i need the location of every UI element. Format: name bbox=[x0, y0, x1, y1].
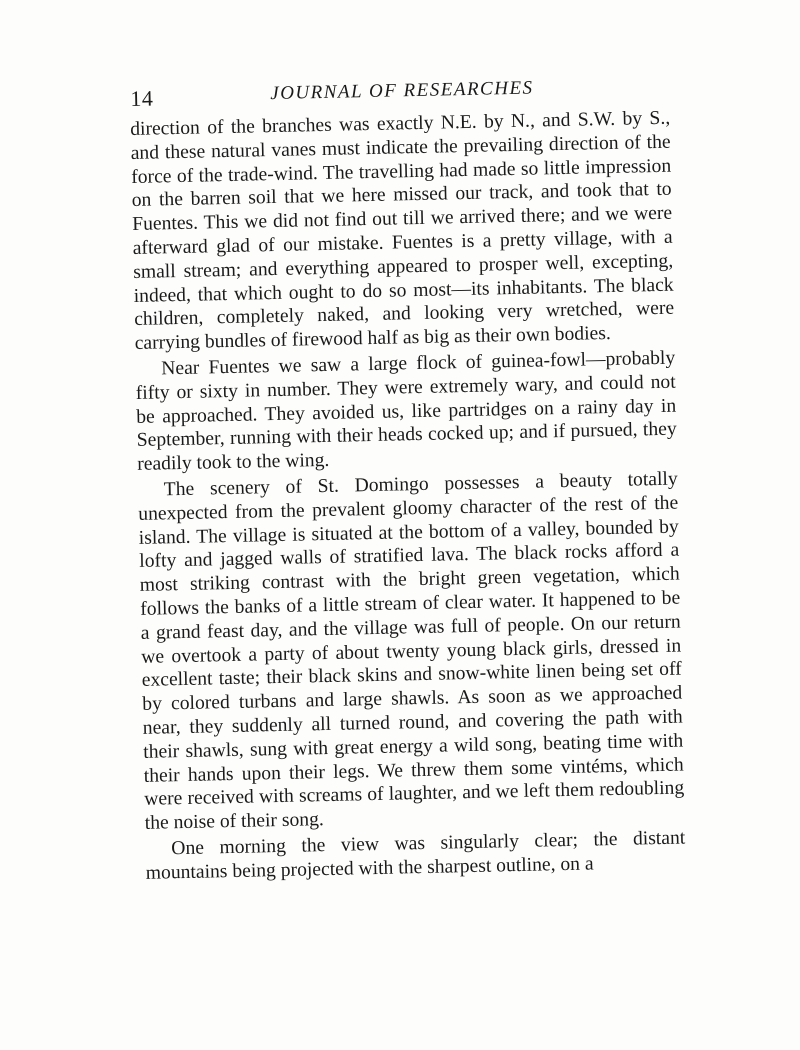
running-head bbox=[130, 71, 671, 112]
text-body bbox=[130, 107, 686, 886]
paragraph-clear-morning: One morning the view was singularly clear; the distant mountains being projected with the sharpest outline, on a bbox=[145, 827, 686, 884]
running-title: JOURNAL OF RESEARCHES bbox=[270, 77, 534, 105]
paragraph-continued: direction of the branches was exactly N.E. by N., and S.W. by S., and these natural vanes must indicate the prevailing direction of the force of the trade-wind. The travelling had made so little impression on the barren soil that we here missed our track, and took that to Fuentes. This we did not find out till we arrived there; and we were afterward glad of our mistake. Fuentes is a pretty village, with a small stream; and everything appeared to prosper well, excepting, indeed, that which ought to do so most—its inhabitants. The black children, completely naked, and looking very wretched, were carrying bundles of firewood half as big as their own bodies. bbox=[130, 107, 675, 355]
paragraph-guinea-fowl: Near Fuentes we saw a large flock of guinea-fowl—probably fifty or sixty in number. They were extremely wary, and could not be approached. They avoided us, like partridges on a rainy day in September, running with their heads cocked up; and if pursued, they readily took to the wing. bbox=[135, 347, 677, 476]
page-number: 14 bbox=[130, 85, 154, 111]
paragraph-st-domingo-scenery: The scenery of St. Domingo possesses a beauty totally unexpected from the prevalent gloomy character of the rest of the island. The village is situated at the bottom of a valley, bounded by lofty and jagged walls of stratified lava. The black rocks afford a most striking contrast with the bright green vegetation, which follows the banks of a little stream of clear water. It happened to be a grand feast day, and the village was full of people. On our return we overtook a party of about twenty young black girls, dressed in excellent taste; their black skins and snow-white linen being set off by colored turbans and large shawls. As soon as we approached near, they suddenly all turned round, and covering the path with their shawls, sung with great energy a wild song, beating time with their hands upon their legs. We threw them some vintéms, which were received with screams of laughter, and we left them redoubling the noise of their song. bbox=[138, 468, 685, 834]
